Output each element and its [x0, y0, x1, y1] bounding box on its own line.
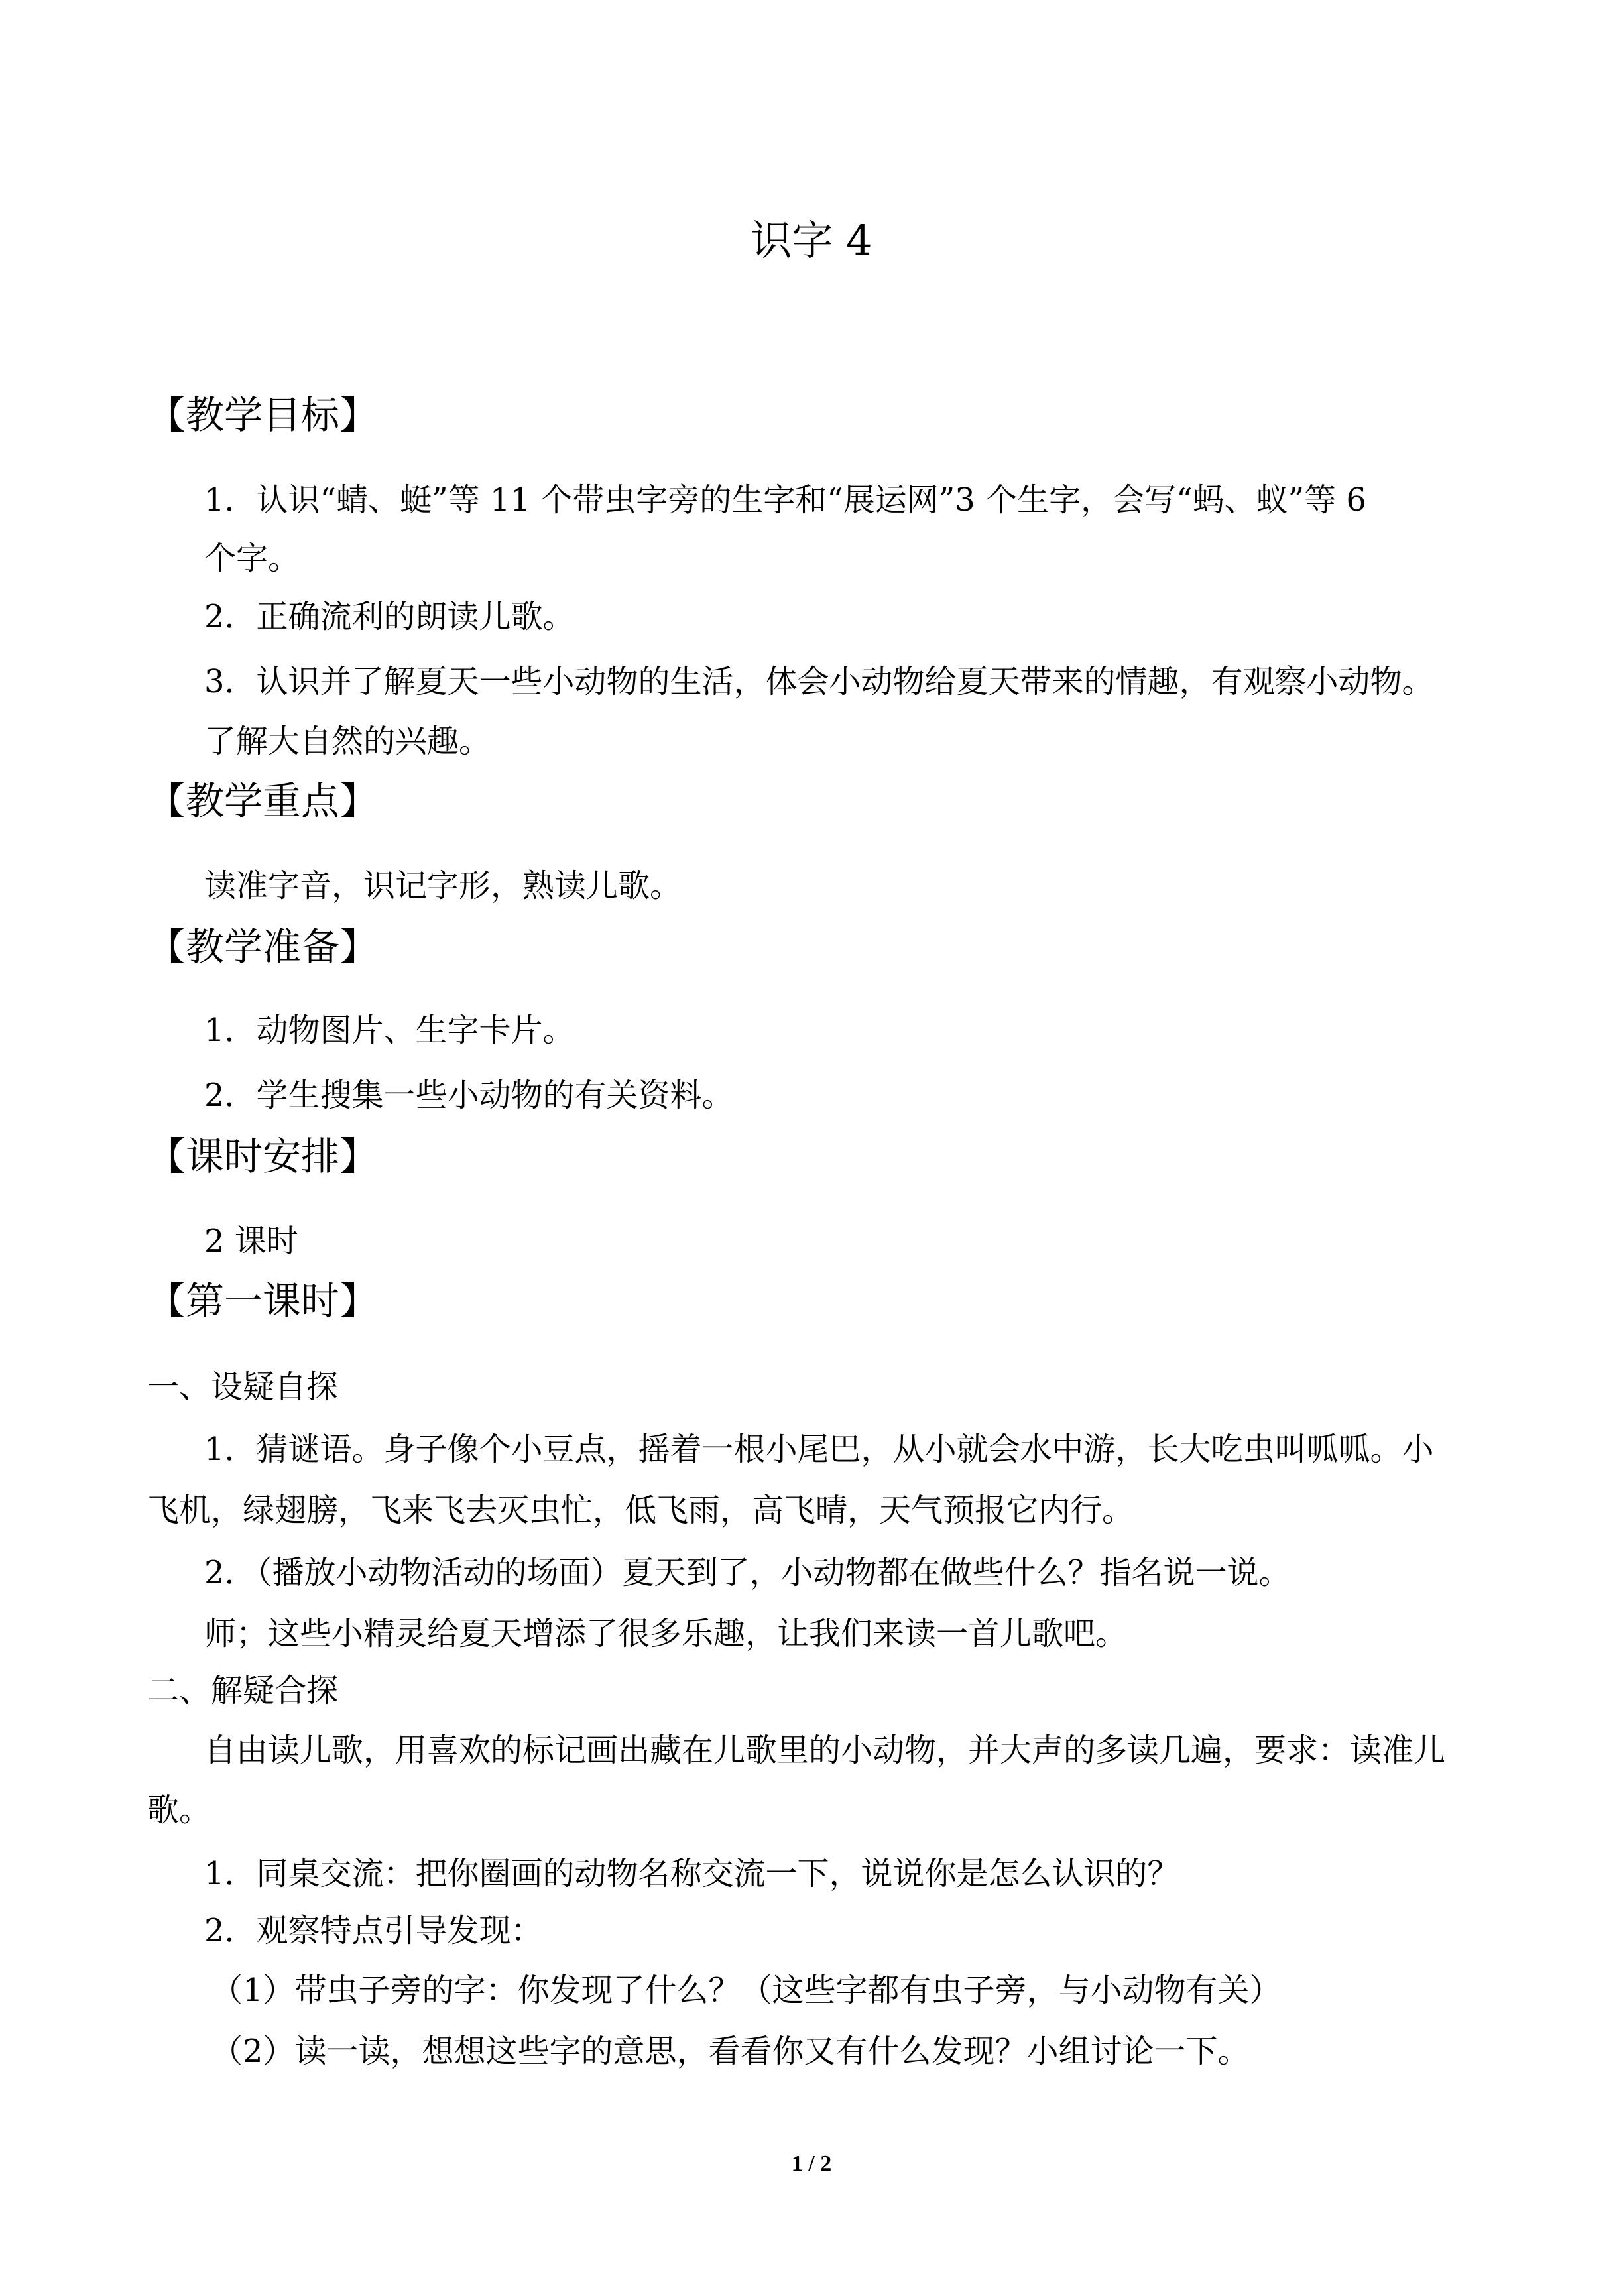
- part-2-title: 二、解疑合探: [147, 1672, 339, 1709]
- key-points-text: 读准字音，识记字形，熟读儿歌。: [204, 867, 682, 904]
- goal-1-line-1: 1．认识“蜻、蜓”等 11 个带虫字旁的生字和“展运网”3 个生字，会写“蚂、蚁”等 6: [204, 481, 1366, 518]
- heading-preparation: 【教学准备】: [147, 924, 379, 969]
- part-1-item-2: 2．（播放小动物活动的场面）夏天到了，小动物都在做些什么？指名说一说。: [204, 1554, 1291, 1591]
- part-2-sub-1: （1）带虫子旁的字：你发现了什么？（这些字都有虫子旁，与小动物有关）: [211, 1972, 1282, 2009]
- part-2-intro-line-1: 自由读儿歌，用喜欢的标记画出藏在儿歌里的小动物，并大声的多读几遍，要求：读准儿: [204, 1732, 1446, 1769]
- preparation-2: 2．学生搜集一些小动物的有关资料。: [204, 1077, 734, 1114]
- part-1-item-1-line-1: 1．猜谜语。身子像个小豆点，摇着一根小尾巴，从小就会水中游，长大吃虫叫呱呱。小: [204, 1431, 1434, 1468]
- goal-2: 2．正确流利的朗读儿歌。: [204, 598, 575, 635]
- preparation-1: 1．动物图片、生字卡片。: [204, 1012, 575, 1049]
- part-1-item-1-line-2: 飞机，绿翅膀，飞来飞去灭虫忙，低飞雨，高飞晴，天气预报它内行。: [147, 1492, 1134, 1529]
- heading-key-points: 【教学重点】: [147, 778, 379, 823]
- page-number: 1 / 2: [791, 2151, 832, 2176]
- part-2-sub-2: （2）读一读，想想这些字的意思，看看你又有什么发现？小组讨论一下。: [211, 2033, 1250, 2070]
- part-1-title: 一、设疑自探: [147, 1368, 339, 1406]
- part-2-item-1: 1．同桌交流：把你圈画的动物名称交流一下，说说你是怎么认识的？: [204, 1855, 1179, 1892]
- part-2-item-2: 2．观察特点引导发现：: [204, 1912, 543, 1949]
- goal-1-line-2: 个字。: [204, 540, 300, 577]
- part-1-teacher-note: 师；这些小精灵给夏天增添了很多乐趣，让我们来读一首儿歌吧。: [204, 1615, 1128, 1652]
- goal-3-line-2: 了解大自然的兴趣。: [204, 723, 491, 760]
- goal-3-line-1: 3．认识并了解夏天一些小动物的生活，体会小动物给夏天带来的情趣，有观察小动物。: [204, 663, 1434, 700]
- heading-teaching-goals: 【教学目标】: [147, 393, 379, 438]
- heading-schedule: 【课时安排】: [147, 1134, 379, 1179]
- page-title: 识字 4: [751, 216, 872, 265]
- part-2-intro-line-2: 歌。: [147, 1791, 211, 1829]
- heading-first-lesson: 【第一课时】: [147, 1278, 379, 1323]
- schedule-text: 2 课时: [204, 1223, 298, 1260]
